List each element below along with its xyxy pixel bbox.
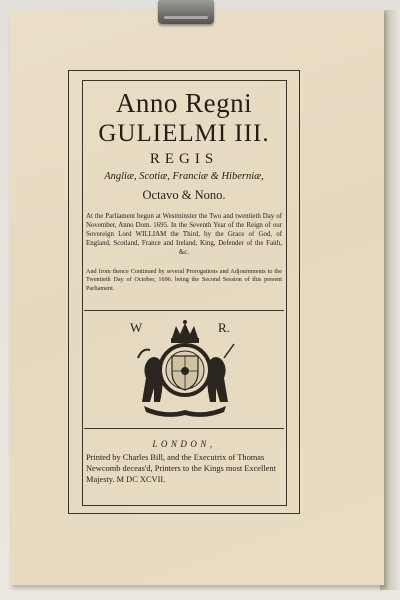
title-anno-regni: Anno Regni — [115, 88, 253, 118]
continuation-paragraph: And from thence Continued by several Prorogations and Adjournments to the Twentieth Day of October, 1696. being the Second Session of this present Parliament. — [86, 268, 282, 292]
monogram-w: W — [130, 320, 143, 335]
octavo-line: Octavo & Nono. — [142, 188, 226, 202]
title-gulielmi: GULIELMI III. — [98, 120, 270, 147]
royal-arms-icon — [120, 318, 250, 422]
divider-top — [84, 310, 284, 311]
title-regis: REGIS — [149, 151, 219, 167]
binder-clip — [158, 0, 214, 24]
monogram-r: R. — [218, 320, 230, 335]
nations-line: Angliæ, Scotiæ, Franciæ & Hiberniæ, — [104, 171, 264, 182]
imprint-printer: Printed by Charles Bill, and the Executrix of Thomas Newcomb deceas'd, Printers to the Kings most Excellent Majesty. M DC XCVII. — [86, 453, 276, 485]
imprint-city: LONDON, — [152, 439, 216, 449]
parliament-paragraph: At the Parliament begun at Westminster the Two and twentieth Day of November, Anno Dom. 1695. In the Seventh Year of the Reign of our Sovereign Lord WILLIAM the Third, by the Grace of God, of England, Scotland, France and Ireland, King, Defender of the Faith, &c. — [86, 213, 282, 257]
divider-bottom — [84, 428, 284, 429]
